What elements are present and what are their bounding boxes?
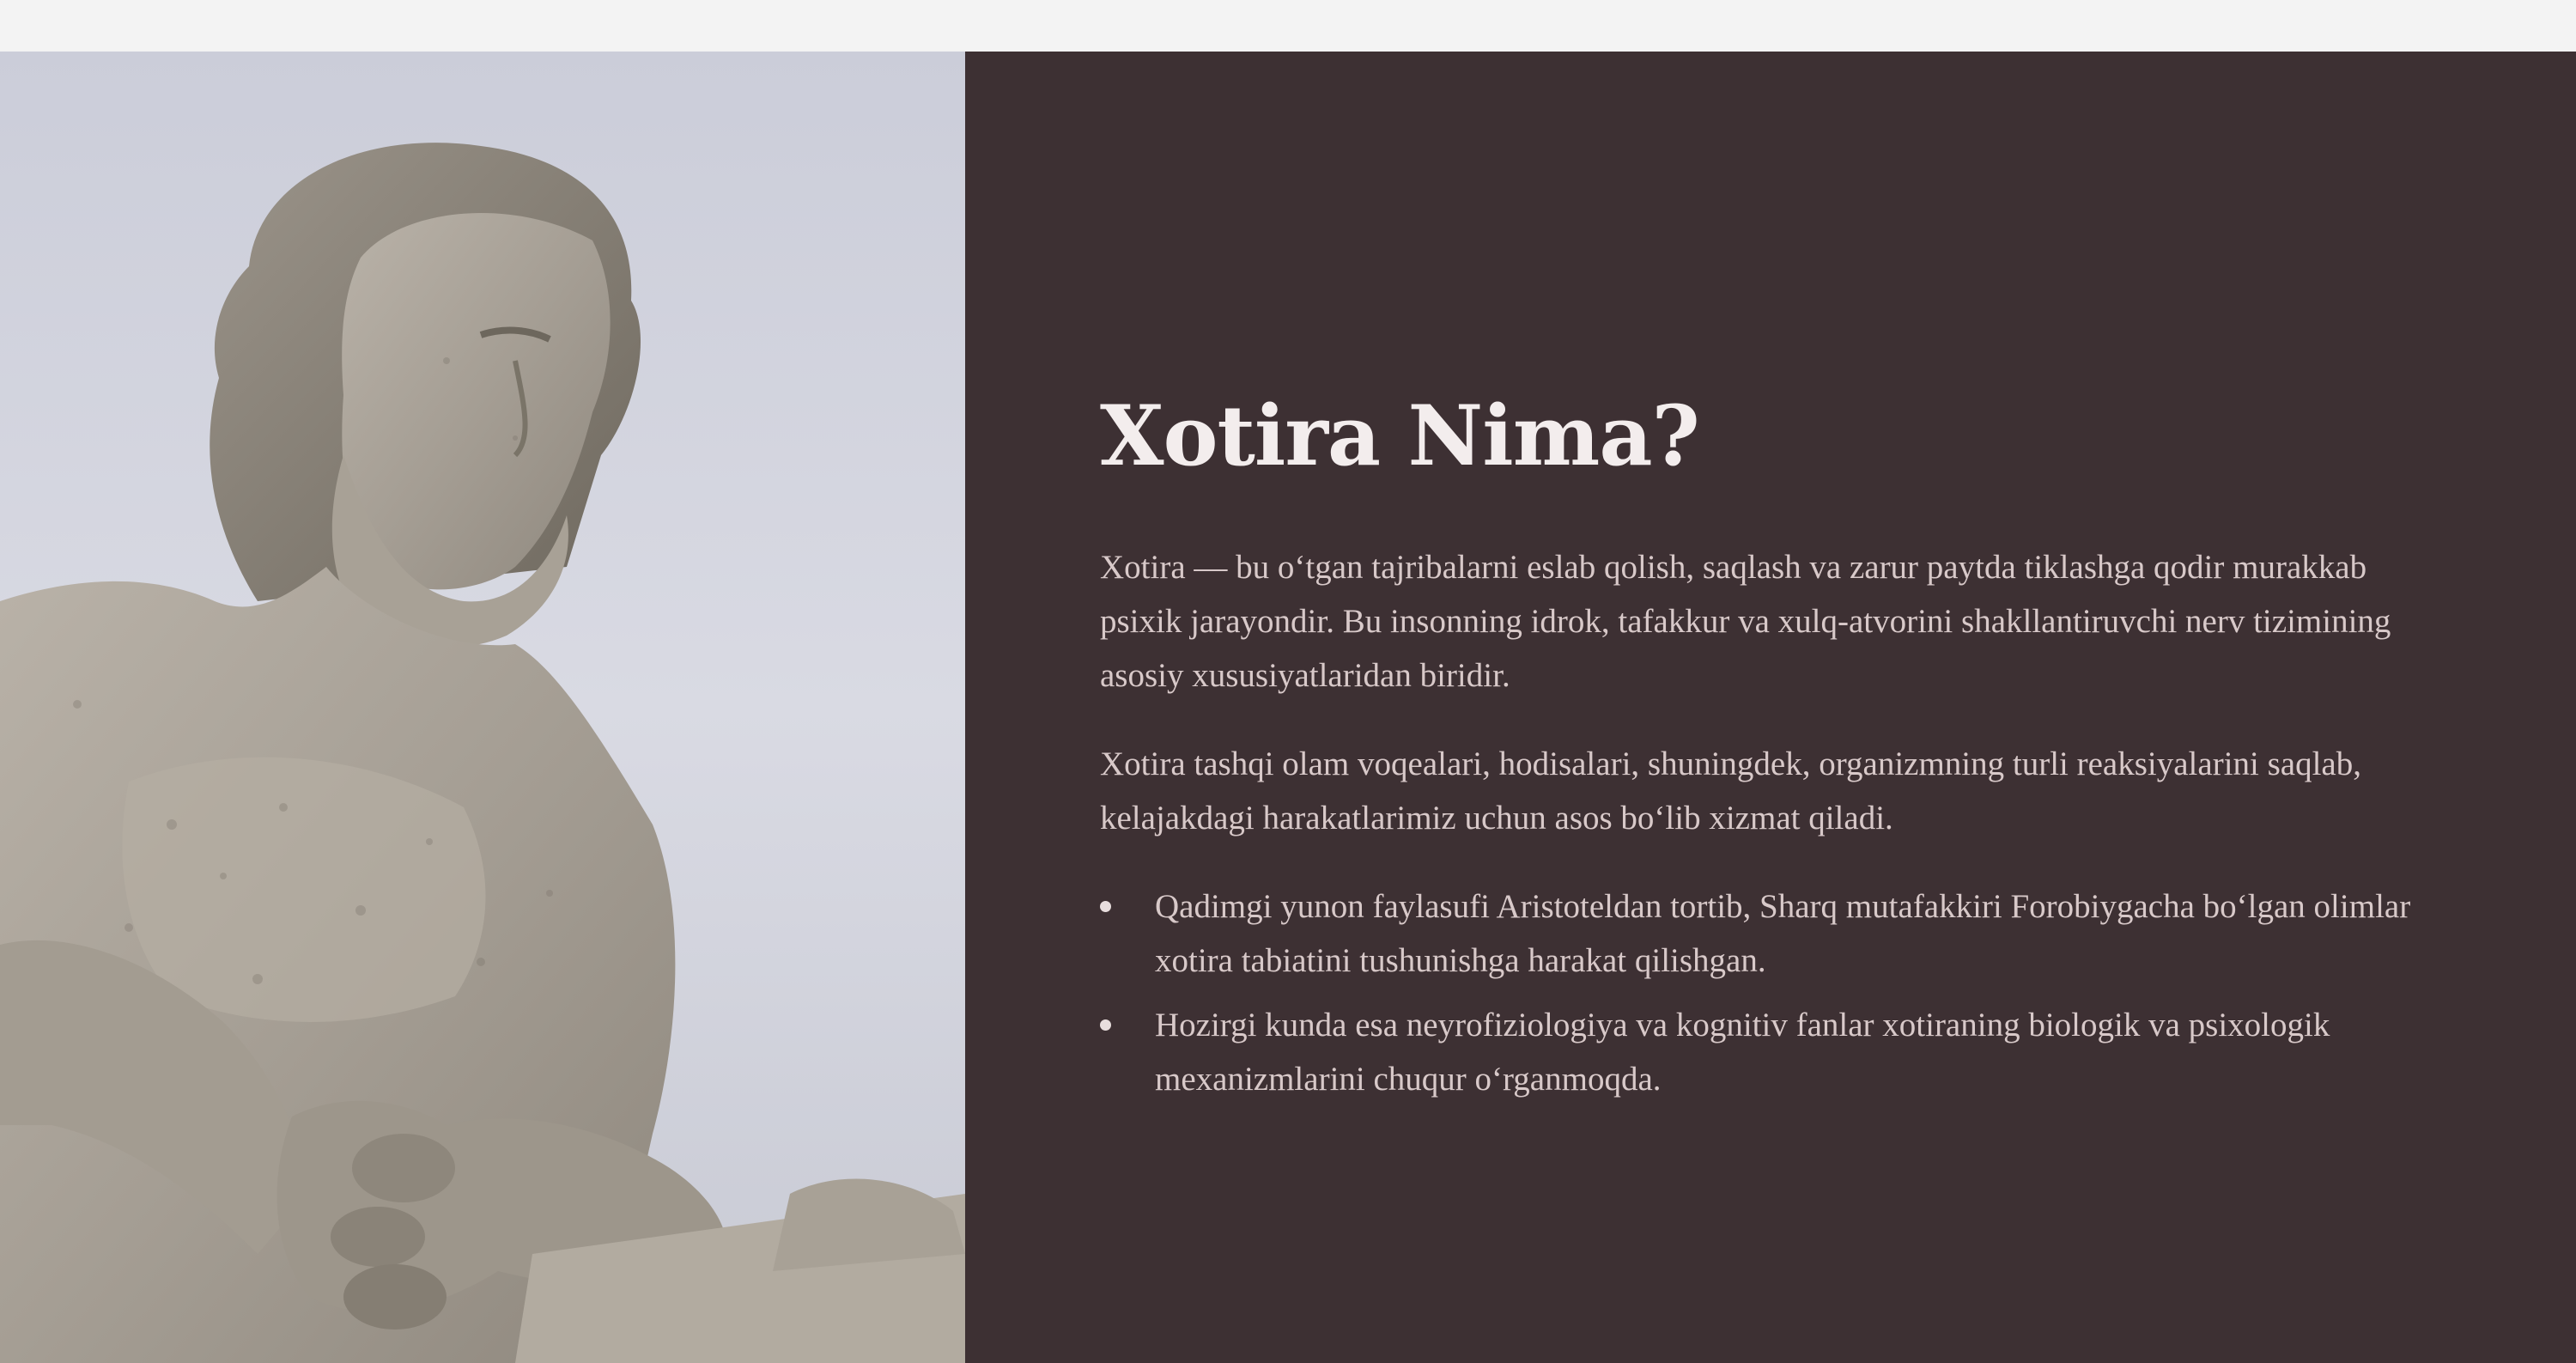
window-top-strip [0, 0, 2576, 52]
paragraph-definition: Xotira — bu o‘tgan tajribalarni eslab qolish, saqlash va zarur paytda tiklashga qodir murakkab psixik jarayondir. Bu insonning idrok, tafakkur va xulq-atvorini shakllantiruvchi nerv tizimining asosiy xususiyatlaridan biridir. [1100, 548, 2391, 694]
slide-title: Xotira Nima? [1100, 387, 1699, 484]
content-panel [965, 52, 2576, 1363]
content-block [1100, 387, 2543, 1117]
bullet-text: Qadimgi yunon faylasufi Aristoteldan tortib, Sharq mutafakkiri Forobiygacha bo‘lgan olimlar xotira tabiatini tushunishga harakat qilishgan. [1155, 887, 2411, 979]
bullet-item [1100, 998, 2439, 1106]
bullet-text: Hozirgi kunda esa neyrofiziologiya va kognitiv fanlar xotiraning biologik va psixologik mexanizmlarini chuqur o‘rganmoqda. [1155, 1006, 2330, 1098]
slide [0, 52, 2576, 1363]
paragraph-function: Xotira tashqi olam voqealari, hodisalari, shuningdek, organizmning turli reaksiyalarini saqlab, kelajakdagi harakatlarimiz uchun asos bo‘lib xizmat qiladi. [1100, 745, 2361, 837]
bullet-dot-icon [1100, 1019, 1111, 1031]
bullet-item [1100, 879, 2439, 988]
statue-image [0, 52, 965, 1363]
bullet-list [1100, 879, 2439, 1106]
bullet-dot-icon [1100, 901, 1111, 912]
statue-photo [0, 52, 965, 1363]
